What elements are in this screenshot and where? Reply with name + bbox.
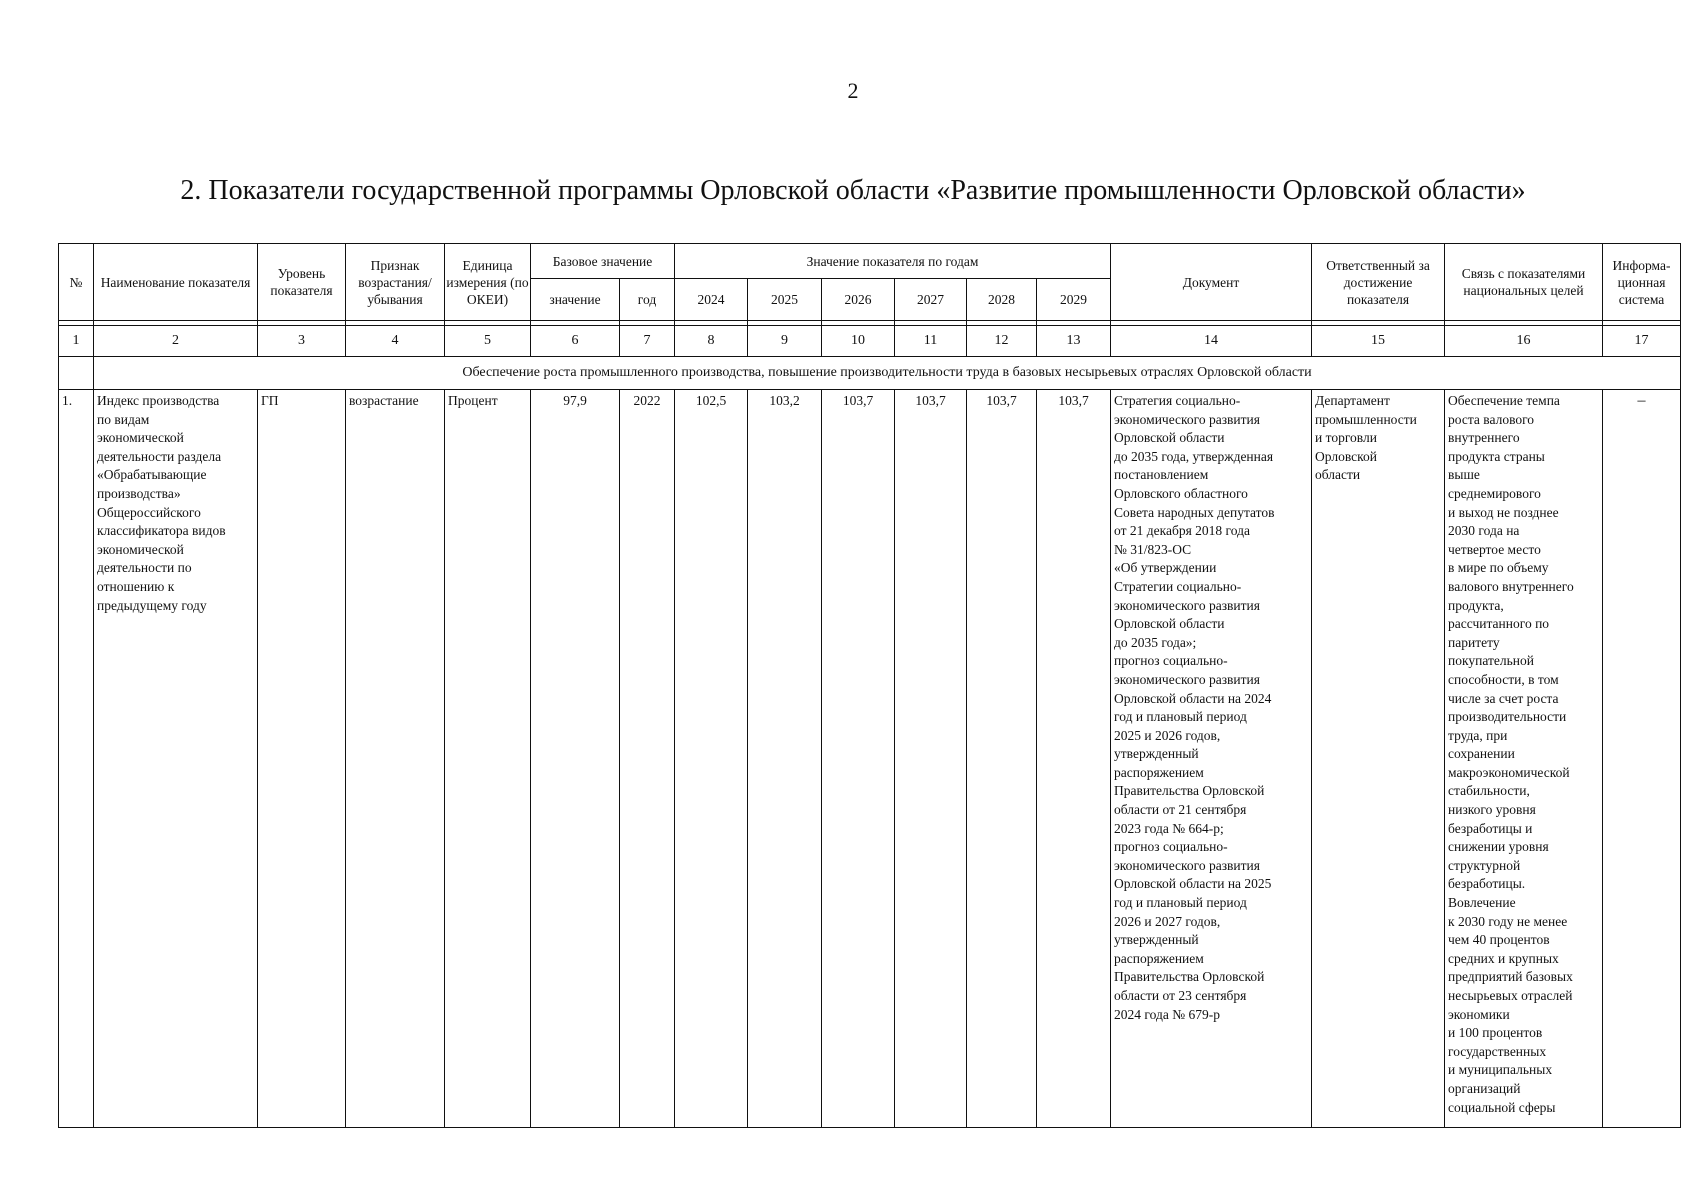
row-no: 1. [59,390,94,1128]
row-indicator-name: Индекс производства по видам экономической деятельности раздела «Обрабатывающие производства» Общероссийского классификатора видов экономической деятельности по отношению к предыдущему году [94,390,258,1128]
row-value-2028: 103,7 [967,390,1037,1128]
header-years-group: Значение показателя по годам [675,244,1111,279]
column-number: 2 [94,326,258,357]
column-number: 13 [1037,326,1111,357]
header-year-2026: 2026 [822,279,895,321]
header-info-system: Информа-ционная система [1603,244,1681,321]
header-base-value: значение [531,279,620,321]
column-number: 11 [895,326,967,357]
row-value-2029: 103,7 [1037,390,1111,1128]
header-base-group: Базовое значение [531,244,675,279]
header-year-2027: 2027 [895,279,967,321]
header-document: Документ [1111,244,1312,321]
column-number: 9 [748,326,822,357]
section-row [59,357,1681,390]
column-number: 16 [1445,326,1603,357]
column-number: 4 [346,326,445,357]
indicators-table [58,243,1681,1128]
column-number: 7 [620,326,675,357]
column-number: 14 [1111,326,1312,357]
row-info-system [1603,390,1681,1128]
column-number: 12 [967,326,1037,357]
header-base-year: год [620,279,675,321]
header-year-2029: 2029 [1037,279,1111,321]
header-unit: Единица измерения (по ОКЕИ) [445,244,531,321]
row-trend: возрастание [346,390,445,1128]
header-year-2024: 2024 [675,279,748,321]
column-number-row [59,326,1681,357]
document-title: 2. Показатели государственной программы Орловской области «Развитие промышленности Орловской области» [180,175,1526,206]
row-document: Стратегия социально- экономического развития Орловской области до 2035 года, утвержденная постановлением Орловского областного Совета народных депутатов от 21 декабря 2018 года № 31/823-ОС «Об утверждении Стратегии социально- экономического развития Орловской области до 2035 года»; прогноз социально- экономического развития Орловской области на 2024 год и плановый период 2025 и 2026 годов, утвержденный распоряжением Правительства Орловской области от 21 сентября 2023 года № 664-р; прогноз социально- экономического развития Орловской области на 2025 год и плановый период 2026 и 2027 годов, утвержденный распоряжением Правительства Орловской области от 23 сентября 2024 года № 679-р [1111,390,1312,1128]
header-row-top [59,244,1681,279]
header-responsible: Ответственный за достижение показателя [1312,244,1445,321]
row-value-2024: 102,5 [675,390,748,1128]
column-number: 3 [258,326,346,357]
column-number: 17 [1603,326,1681,357]
column-number: 8 [675,326,748,357]
row-value-2026: 103,7 [822,390,895,1128]
row-value-2025: 103,2 [748,390,822,1128]
column-number: 5 [445,326,531,357]
header-trend: Признак возрастания/ убывания [346,244,445,321]
row-base-year: 2022 [620,390,675,1128]
row-base-value: 97,9 [531,390,620,1128]
row-level: ГП [258,390,346,1128]
row-national-goals-link: Обеспечение темпа роста валового внутреннего продукта страны выше среднемирового и выход не позднее 2030 года на четвертое место в мире по объему валового внутреннего продукта, рассчитанного по паритету покупательной способности, в том числе за счет роста производительности труда, при сохранении макроэкономической стабильности, низкого уровня безработицы и снижении уровня структурной безработицы. Вовлечение к 2030 году не менее чем 40 процентов средних и крупных предприятий базовых несырьевых отраслей экономики и 100 процентов государственных и муниципальных организаций социальной сферы [1445,390,1603,1128]
header-name: Наименование показателя [94,244,258,321]
row-unit: Процент [445,390,531,1128]
page-number: 2 [847,78,859,103]
column-number: 15 [1312,326,1445,357]
header-no: № [59,244,94,321]
table-row [59,390,1681,1128]
column-number: 10 [822,326,895,357]
row-value-2027: 103,7 [895,390,967,1128]
header-year-2025: 2025 [748,279,822,321]
section-title: Обеспечение роста промышленного производства, повышение производительности труда в базовых несырьевых отраслях Орловской области [94,357,1681,390]
row-info-system-value: – [1637,392,1646,409]
column-number: 1 [59,326,94,357]
section-empty-cell [59,357,94,390]
row-responsible: Департамент промышленности и торговли Орловской области [1312,390,1445,1128]
header-level: Уровень показателя [258,244,346,321]
column-number: 6 [531,326,620,357]
header-link: Связь с показателями национальных целей [1445,244,1603,321]
header-year-2028: 2028 [967,279,1037,321]
